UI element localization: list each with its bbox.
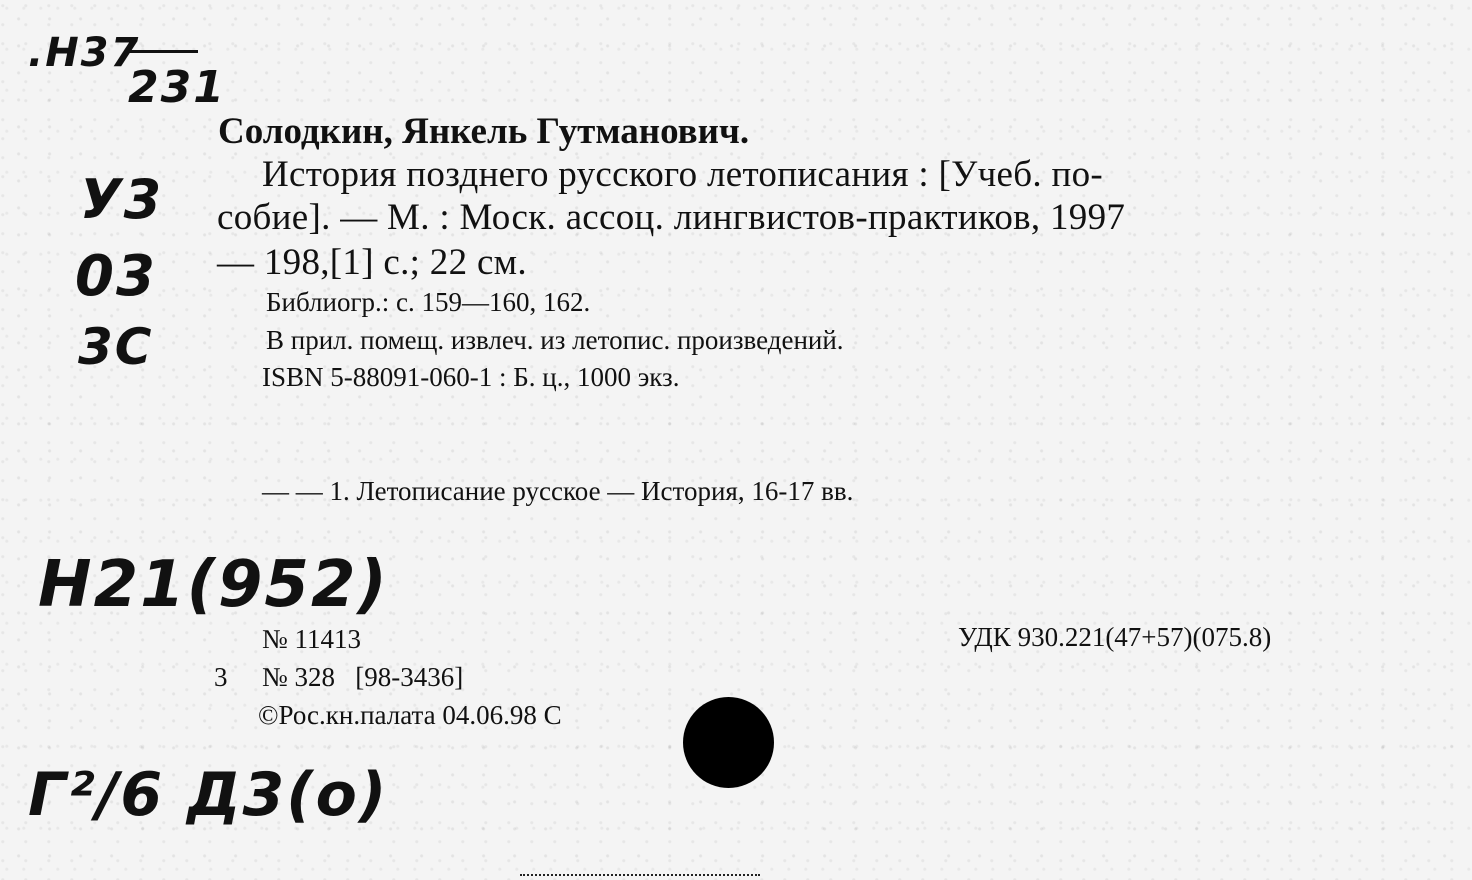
title-line-3: — 198,[1] с.; 22 см. — [217, 242, 527, 283]
title-line-1: История позднего русского летописания : [Учеб. по- — [262, 154, 1104, 195]
handwritten-bottom-code: Г²/6 Д3(о) — [28, 760, 389, 830]
record-prefix: 3 — [214, 662, 228, 692]
handwritten-code-sub: 231 — [128, 62, 226, 113]
punch-hole — [683, 697, 774, 788]
record-number: № 328 [98-3436] — [262, 662, 464, 692]
handwritten-mark-2: 03 — [75, 244, 157, 309]
book-chamber-stamp: ©Рос.кн.палата 04.06.98 С — [258, 700, 562, 730]
card-number: № 11413 — [262, 624, 362, 654]
subject-heading: — — 1. Летописание русское — История, 16-17 вв. — [262, 476, 854, 506]
author-heading: Солодкин, Янкель Гутманович. — [218, 111, 750, 152]
isbn-line: ISBN 5-88091-060-1 : Б. ц., 1000 экз. — [262, 362, 680, 392]
udc-code: УДК 930.221(47+57)(075.8) — [958, 622, 1272, 652]
code-divider — [128, 50, 198, 53]
handwritten-shelf-code: Н21(952) — [38, 548, 389, 622]
bottom-rule — [520, 874, 760, 878]
note-appendix: В прил. помещ. извлеч. из летопис. произведений. — [266, 325, 844, 355]
note-bibliography: Библиогр.: с. 159—160, 162. — [266, 287, 591, 317]
handwritten-code-top: .Н37 — [28, 30, 141, 76]
handwritten-mark-3: 3С — [78, 318, 154, 376]
title-line-2: собие]. — М. : Моск. ассоц. лингвистов-практиков, 1997 — [217, 197, 1126, 238]
handwritten-mark-1: У3 — [80, 168, 164, 231]
